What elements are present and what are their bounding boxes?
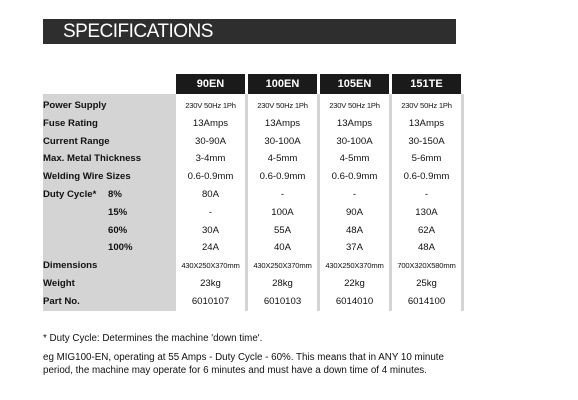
spec-row	[43, 133, 464, 151]
spec-value: 13Amps	[192, 117, 229, 129]
spec-row	[43, 150, 464, 168]
spec-label	[43, 239, 173, 257]
specifications-table	[43, 74, 464, 311]
spec-row	[43, 97, 464, 115]
model-header-row	[43, 74, 464, 94]
spec-value: 430X250X370mm	[325, 261, 384, 271]
spec-value: 6014010	[335, 295, 374, 307]
model-header: 100EN	[248, 74, 317, 94]
spec-value: 22kg	[344, 277, 365, 289]
spec-label	[43, 97, 173, 115]
spec-label	[43, 115, 173, 133]
spec-value: -	[352, 188, 357, 200]
spec-row	[43, 239, 464, 257]
spec-value: 13Amps	[264, 117, 301, 129]
spec-value: 30-100A	[336, 135, 373, 147]
spec-label-text: Dimensions	[43, 260, 98, 272]
spec-label-text: Fuse Rating	[43, 117, 98, 129]
spec-value: -	[280, 188, 285, 200]
spec-value: 30-90A	[195, 135, 226, 147]
spec-label	[43, 133, 173, 151]
spec-label-text: Power Supply	[43, 100, 107, 111]
spec-value: 4-5mm	[339, 153, 370, 165]
spec-value: 0.6-0.9mm	[259, 171, 306, 183]
spec-value: 25kg	[416, 277, 437, 289]
spec-value: 230V 50Hz 1Ph	[185, 101, 236, 110]
spec-value: 48A	[345, 224, 364, 236]
spec-value: 3-4mm	[195, 153, 226, 165]
duty-cycle-note: * Duty Cycle: Determines the machine 'down time'.	[43, 333, 263, 344]
duty-cycle-percent: 15%	[108, 206, 128, 218]
model-header: 105EN	[320, 74, 389, 94]
spec-label	[43, 257, 173, 275]
spec-value: 430X250X370mm	[253, 261, 312, 271]
spec-label	[43, 204, 173, 222]
spec-row	[43, 293, 464, 311]
spec-row	[43, 222, 464, 240]
spec-value: -	[208, 206, 213, 218]
spec-value: 6010107	[191, 295, 230, 307]
spec-value: 23kg	[200, 277, 221, 289]
duty-cycle-percent: 100%	[108, 242, 133, 254]
spec-value: 80A	[201, 188, 220, 200]
spec-value: 430X250X370mm	[181, 261, 240, 271]
spec-value: 0.6-0.9mm	[187, 171, 234, 183]
example-note-line-2: period, the machine may operate for 6 minutes and must have a down time of 4 minutes.	[43, 365, 427, 376]
spec-value: 130A	[415, 206, 438, 218]
spec-row	[43, 168, 464, 186]
spec-value: -	[424, 188, 429, 200]
spec-label	[43, 168, 173, 186]
spec-value: 0.6-0.9mm	[403, 171, 450, 183]
spec-value: 62A	[417, 224, 436, 236]
spec-value: 13Amps	[336, 117, 373, 129]
spec-value: 48A	[417, 242, 436, 254]
spec-value: 230V 50Hz 1Ph	[401, 101, 452, 110]
spec-value: 5-6mm	[411, 153, 442, 165]
example-note-line-1: eg MIG100-EN, operating at 55 Amps - Duty Cycle - 60%. This means that in ANY 10 minute	[43, 352, 444, 363]
spec-row	[43, 257, 464, 275]
spec-label	[43, 222, 173, 240]
model-header: 90EN	[176, 74, 245, 94]
spec-label-text: Duty Cycle*	[43, 188, 97, 200]
spec-label-text: Part No.	[43, 295, 80, 307]
spec-row	[43, 115, 464, 133]
spec-value: 24A	[201, 242, 220, 254]
spec-label	[43, 275, 173, 293]
spec-value: 230V 50Hz 1Ph	[329, 101, 380, 110]
spec-value: 55A	[273, 224, 292, 236]
model-header: 151TE	[392, 74, 461, 94]
spec-value: 4-5mm	[267, 153, 298, 165]
spec-value: 30A	[201, 224, 220, 236]
specifications-heading: SPECIFICATIONS	[43, 19, 456, 44]
spec-value: 13Amps	[408, 117, 445, 129]
spec-value: 30-100A	[264, 135, 301, 147]
spec-label-text: Current Range	[43, 135, 110, 147]
spec-value: 28kg	[272, 277, 293, 289]
spec-row	[43, 275, 464, 293]
spec-label-text: Max. Metal Thickness	[43, 153, 142, 165]
spec-value: 230V 50Hz 1Ph	[257, 101, 308, 110]
spec-value: 0.6-0.9mm	[331, 171, 378, 183]
duty-cycle-percent: 60%	[108, 224, 128, 236]
spec-value: 37A	[345, 242, 364, 254]
spec-value: 6010103	[263, 295, 302, 307]
spec-label	[43, 293, 173, 311]
spec-value: 700X320X580mm	[397, 261, 456, 271]
duty-cycle-percent: 8%	[108, 188, 122, 200]
notes-section	[43, 332, 444, 377]
spec-value: 30-150A	[408, 135, 445, 147]
spec-label	[43, 150, 173, 168]
spec-label-text: Welding Wire Sizes	[43, 171, 131, 183]
spec-row	[43, 204, 464, 222]
spec-row	[43, 186, 464, 204]
spec-label	[43, 186, 173, 204]
spec-value: 40A	[273, 242, 292, 254]
spec-label-text: Weight	[43, 277, 75, 289]
spec-value: 6014100	[407, 295, 446, 307]
spec-value: 90A	[345, 206, 364, 218]
spec-value: 100A	[271, 206, 294, 218]
